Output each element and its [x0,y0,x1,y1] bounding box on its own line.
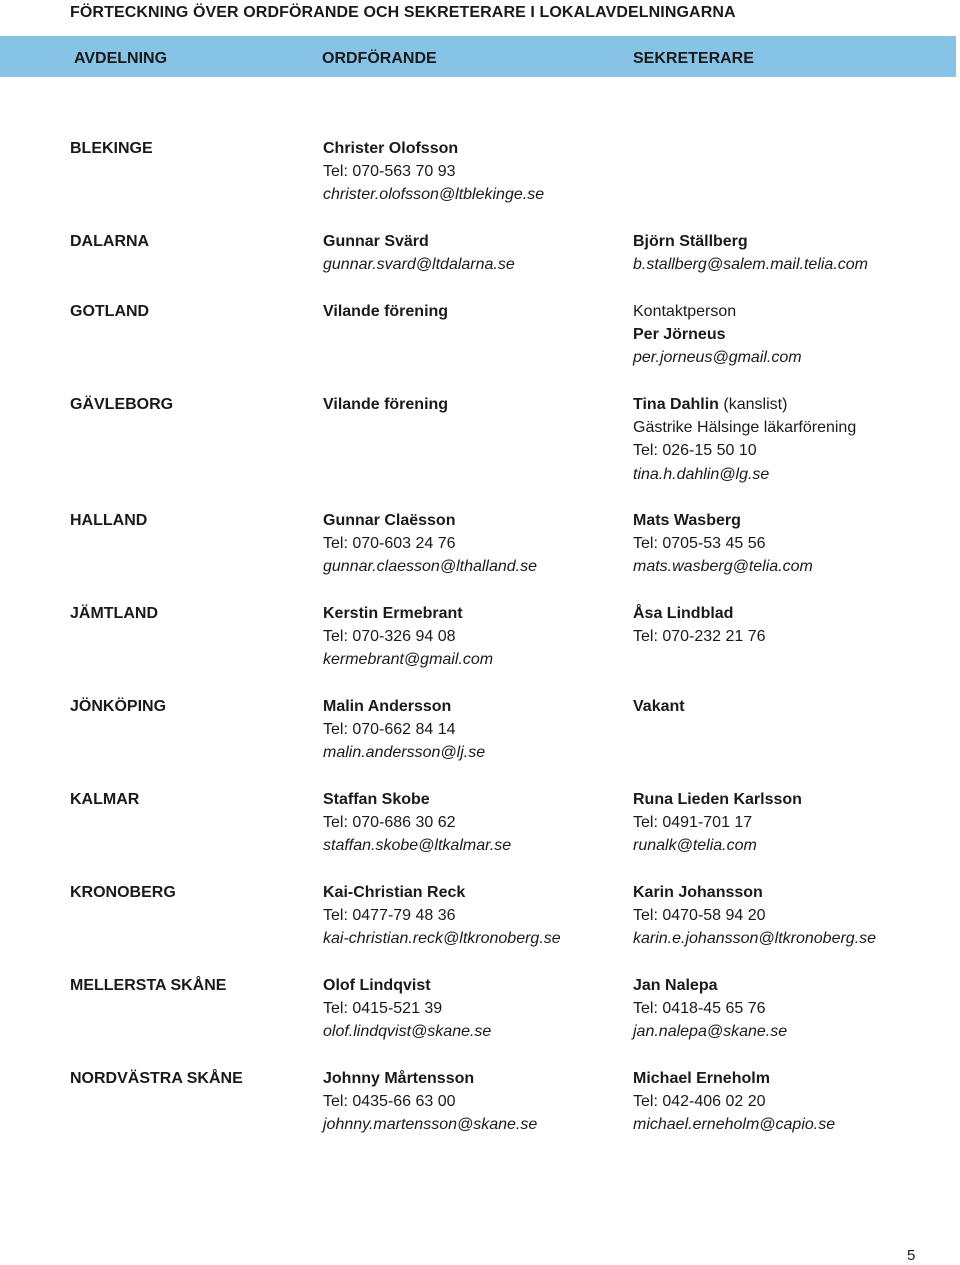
sekreterare-organization: Gästrike Hälsinge läkarförening [633,419,857,437]
sekreterare-name: Åsa Lindblad [633,605,734,622]
sekreterare-name-line [633,393,856,416]
ordforande-cell [323,1067,537,1137]
sekreterare-name: Tina Dahlin [633,396,719,413]
sekreterare-email: jan.nalepa@skane.se [633,1023,788,1041]
ordforande-phone: Tel: 070-662 84 14 [323,721,456,739]
ordforande-phone: Tel: 0415-521 39 [323,1000,443,1018]
column-header-band [0,36,956,77]
table-row [0,1067,960,1160]
document-title: FÖRTECKNING ÖVER ORDFÖRANDE OCH SEKRETERARE I LOKALAVDELNINGARNA [70,4,736,21]
sekreterare-status: Vakant [633,698,685,715]
sekreterare-cell [633,695,685,718]
ordforande-cell [323,393,448,416]
header-avdelning: AVDELNING [74,50,168,67]
avdelning-name: KRONOBERG [70,884,176,901]
ordforande-email: malin.andersson@lj.se [323,744,486,762]
ordforande-email: kai-christian.reck@ltkronoberg.se [323,930,561,948]
sekreterare-name: Mats Wasberg [633,512,741,529]
avdelning-name: DALARNA [70,233,150,250]
ordforande-cell [323,881,561,951]
ordforande-name: Christer Olofsson [323,140,459,157]
sekreterare-cell [633,602,766,648]
avdelning-name: JÖNKÖPING [70,698,167,715]
sekreterare-cell [633,509,813,579]
table-row [0,137,960,230]
avdelning-name: HALLAND [70,512,148,529]
sekreterare-phone: Tel: 0418-45 65 76 [633,1000,766,1018]
sekreterare-phone: Tel: 070-232 21 76 [633,628,766,646]
sekreterare-phone: Tel: 0705-53 45 56 [633,535,766,553]
avdelning-name: GÄVLEBORG [70,396,174,413]
ordforande-phone: Tel: 070-603 24 76 [323,535,456,553]
sekreterare-name: Per Jörneus [633,326,726,344]
ordforande-cell [323,230,515,276]
ordforande-name: Kerstin Ermebrant [323,605,463,622]
sekreterare-email: mats.wasberg@telia.com [633,558,813,576]
ordforande-name: Kai-Christian Reck [323,884,466,901]
sekreterare-cell [633,393,856,486]
table-row [0,788,960,881]
ordforande-cell [323,788,511,858]
ordforande-email: olof.lindqvist@skane.se [323,1023,492,1041]
table-row [0,602,960,695]
ordforande-email: gunnar.claesson@lthalland.se [323,558,538,576]
sekreterare-phone: Tel: 026-15 50 10 [633,442,757,460]
sekreterare-cell [633,974,787,1044]
sekreterare-name: Björn Ställberg [633,233,748,250]
ordforande-email: johnny.martensson@skane.se [323,1116,538,1134]
sekreterare-phone: Tel: 0470-58 94 20 [633,907,766,925]
ordforande-cell [323,602,493,672]
sekreterare-name: Jan Nalepa [633,977,718,994]
header-ordforande: ORDFÖRANDE [322,50,437,67]
ordforande-name: Johnny Mårtensson [323,1070,475,1087]
table-row [0,881,960,974]
ordforande-phone: Tel: 070-326 94 08 [323,628,456,646]
sekreterare-cell [633,300,802,370]
sekreterare-name: Michael Erneholm [633,1070,770,1087]
ordforande-name: Staffan Skobe [323,791,430,808]
ordforande-phone: Tel: 070-686 30 62 [323,814,456,832]
avdelning-name: MELLERSTA SKÅNE [70,977,227,994]
contact-person-label: Kontaktperson [633,303,737,320]
ordforande-email: staffan.skobe@ltkalmar.se [323,837,512,855]
sekreterare-cell [633,788,802,858]
table-row [0,300,960,393]
sekreterare-role-note: (kanslist) [723,396,788,413]
sekreterare-phone: Tel: 0491-701 17 [633,814,753,832]
sekreterare-email: karin.e.johansson@ltkronoberg.se [633,930,877,948]
ordforande-name: Gunnar Svärd [323,233,429,250]
ordforande-name: Gunnar Claësson [323,512,456,529]
ordforande-cell [323,509,537,579]
sekreterare-name: Karin Johansson [633,884,763,901]
table-row [0,509,960,602]
sekreterare-email: b.stallberg@salem.mail.telia.com [633,256,868,274]
ordforande-status: Vilande förening [323,396,449,413]
ordforande-cell [323,300,448,323]
page-number: 5 [907,1247,916,1264]
avdelning-name: JÄMTLAND [70,605,158,622]
ordforande-cell [323,695,485,765]
ordforande-phone: Tel: 070-563 70 93 [323,163,456,181]
ordforande-email: gunnar.svard@ltdalarna.se [323,256,515,274]
table-row [0,230,960,300]
avdelning-name: KALMAR [70,791,140,808]
sekreterare-email: per.jorneus@gmail.com [633,349,802,367]
directory-table [0,137,960,1160]
ordforande-email: christer.olofsson@ltblekinge.se [323,186,545,204]
table-row [0,695,960,788]
sekreterare-cell [633,1067,835,1137]
avdelning-name: BLEKINGE [70,140,153,157]
ordforande-name: Olof Lindqvist [323,977,431,994]
ordforande-name: Malin Andersson [323,698,452,715]
sekreterare-name: Runa Lieden Karlsson [633,791,802,808]
avdelning-name: NORDVÄSTRA SKÅNE [70,1070,243,1087]
sekreterare-phone: Tel: 042-406 02 20 [633,1093,766,1111]
sekreterare-email: michael.erneholm@capio.se [633,1116,836,1134]
ordforande-cell [323,137,544,207]
table-row [0,974,960,1067]
ordforande-phone: Tel: 0477-79 48 36 [323,907,456,925]
ordforande-phone: Tel: 0435-66 63 00 [323,1093,456,1111]
ordforande-email: kermebrant@gmail.com [323,651,494,669]
ordforande-cell [323,974,491,1044]
sekreterare-email: tina.h.dahlin@lg.se [633,465,770,483]
avdelning-name: GOTLAND [70,303,150,320]
sekreterare-cell [633,881,876,951]
ordforande-status: Vilande förening [323,303,449,320]
table-row [0,393,960,509]
sekreterare-cell [633,230,868,276]
sekreterare-email: runalk@telia.com [633,837,757,855]
header-sekreterare: SEKRETERARE [633,50,754,67]
